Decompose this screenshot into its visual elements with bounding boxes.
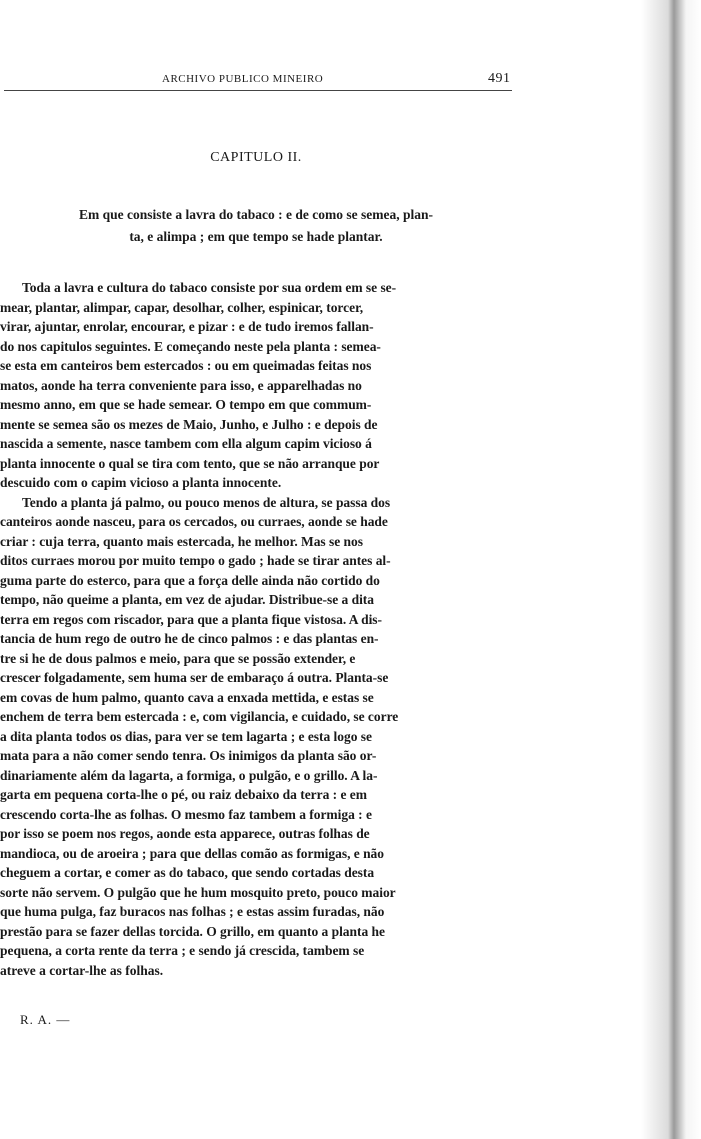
text-line: cheguem a cortar, e comer as do tabaco, que sendo cortadas desta: [0, 865, 375, 880]
text-line: sorte não servem. O pulgão que he hum mosquito preto, pouco maior: [0, 884, 396, 900]
page-number: 491: [488, 71, 511, 86]
text-line: planta innocente o qual se tira com tento, que se não arranque por: [0, 455, 380, 471]
body-text: [0, 278, 512, 980]
running-header: [0, 71, 512, 91]
text-line: a dita planta todos os dias, para ver se tem lagarta ; e esta logo se: [0, 728, 372, 744]
text-line: se esta em canteiros bem estercados : ou em queimadas feitas nos: [0, 358, 372, 373]
text-line: crescer folgadamente, sem huma ser de embaraço á outra. Planta-se: [0, 670, 389, 685]
text-line: descuido com o capim vicioso a planta innocente.: [0, 475, 282, 490]
heading-line: ta, e alimpa ; em que tempo se hade plantar.: [129, 229, 383, 244]
text-line: enchem de terra bem estercada : e, com vigilancia, e cuidado, se corre: [0, 709, 399, 724]
text-line: ditos curraes morou por muito tempo o gado ; hade se tirar antes al-: [0, 553, 391, 568]
paragraph: [0, 493, 512, 981]
page-edge-shadow: [641, 0, 701, 1139]
text-line: canteiros aonde nasceu, para os cercados, ou curraes, aonde se hade: [0, 514, 388, 529]
text-line: crescendo corta-lhe as folhas. O mesmo faz tambem a formiga : e: [0, 806, 372, 822]
chapter-heading: [0, 204, 512, 248]
text-line: virar, ajuntar, enrolar, encourar, e pizar : e de tudo iremos fallan-: [0, 319, 374, 334]
paragraph: [0, 278, 512, 493]
text-line: garta em pequena corta-lhe o pé, ou raiz debaixo da terra : e em: [0, 787, 367, 802]
text-line: Toda a lavra e cultura do tabaco consiste por sua ordem em se se-: [22, 280, 397, 295]
text-line: mente se semea são os mezes de Maio, Junho, e Julho : e depois de: [0, 416, 378, 432]
text-line: que huma pulga, faz buracos nas folhas ; e estas assim furadas, não: [0, 904, 385, 919]
text-line: tancia de hum rego de outro he de cinco palmos : e das plantas en-: [0, 631, 379, 646]
text-line: mandioca, ou de aroeira ; para que dellas comão as formigas, e não: [0, 845, 384, 861]
text-line: tempo, não queime a planta, em vez de ajudar. Distribue-se a dita: [0, 592, 374, 607]
text-line: nascida a semente, nasce tambem com ella algum capim vicioso á: [0, 436, 372, 451]
text-line: atreve a cortar-lhe as folhas.: [0, 962, 164, 978]
text-line: em covas de hum palmo, quanto cava a enxada mettida, e estas se: [0, 689, 374, 705]
text-line: do nos capitulos seguintes. E começando neste pela planta : semea-: [0, 338, 381, 354]
text-line: mesmo anno, em que se hade semear. O tempo em que commum-: [0, 397, 372, 412]
header-rule: [4, 90, 512, 91]
text-line: prestão para se fazer dellas torcida. O grillo, em quanto a planta he: [0, 923, 385, 939]
text-line: matos, aonde ha terra conveniente para isso, e apparelhadas no: [0, 377, 362, 393]
running-title: ARCHIVO PUBLICO MINEIRO: [162, 73, 324, 85]
chapter-title: CAPITULO II.: [210, 150, 302, 165]
text-line: tre si he de dous palmos e meio, para que se possão extender, e: [0, 650, 356, 666]
text-line: Tendo a planta já palmo, ou pouco menos de altura, se passa dos: [22, 494, 391, 510]
text-line: mear, plantar, alimpar, capar, desolhar, colher, espinicar, torcer,: [0, 299, 364, 315]
text-line: guma parte do esterco, para que a força delle ainda não cortido do: [0, 572, 380, 588]
heading-line: Em que consiste a lavra do tabaco : e de como se semea, plan-: [79, 207, 433, 222]
text-line: dinariamente além da lagarta, a formiga, o pulgão, e o grillo. A la-: [0, 767, 378, 783]
text-line: por isso se poem nos regos, aonde esta apparece, outras folhas de: [0, 826, 370, 841]
text-line: criar : cuja terra, quanto mais estercada, he melhor. Mas se nos: [0, 533, 363, 549]
text-line: terra em regos com riscador, para que a planta fique vistosa. A dis-: [0, 611, 382, 627]
text-line: pequena, a corta rente da terra ; e sendo já crescida, tambem se: [0, 943, 365, 958]
text-line: mata para a não comer sendo tenra. Os inimigos da planta são or-: [0, 748, 377, 763]
signature: R. A. —: [20, 1012, 71, 1027]
